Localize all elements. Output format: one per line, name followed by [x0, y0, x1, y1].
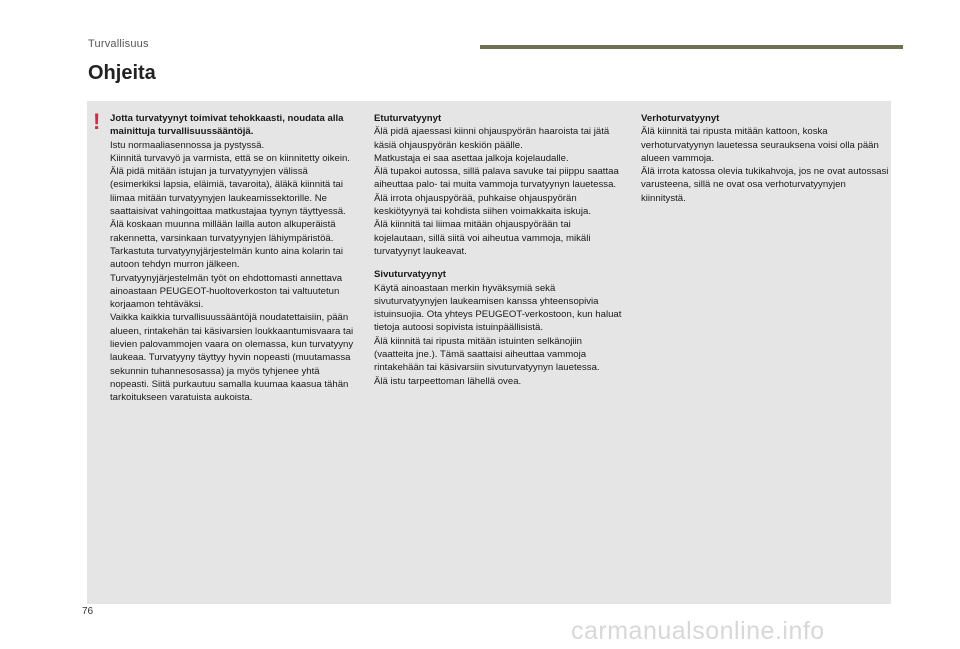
side-paragraph: Älä kiinnitä tai ripusta mitään istuinten selkänojiin (vaatteita jne.). Tämä saattaisi aiheuttaa vammoja rintakehään tai käsivarsiin sivuturvatyynyn lauetessa. — [374, 335, 600, 374]
page-number: 76 — [82, 606, 94, 617]
warning-paragraph: Turvatyynyjärjestelmän työt on ehdottomasti annettava ainoastaan PEUGEOT-huoltoverkoston tai valtuutetun korjaamon tehtäväksi. — [110, 272, 343, 311]
side-paragraph: Käytä ainoastaan merkin hyväksymiä sekä sivuturvatyynyjen laukeamisen kanssa yhteensopivia istuinsuojia. Ota yhteys PEUGEOT-verkostoon, kun haluat tietoja autoosi sopivista istuinpäällisistä. — [374, 282, 622, 334]
curtain-paragraph: Älä irrota katossa olevia tukikahvoja, jos ne ovat autossasi varusteena, sillä ne ovat osa verhoturvatyynyjen kiinnitystä. — [641, 166, 889, 204]
front-airbags-heading: Etuturvatyynyt — [374, 113, 442, 124]
warning-paragraph: Vaikka kaikkia turvallisuussääntöjä noudatettaisiin, pään alueen, rintakehän tai käsivarsien loukkaantumisvaara tai lievien palovammojen vaara on olemassa, kun turvatyyny laukeaa. Turvatyyny täyttyy hyvin nopeasti (muutamassa sekunnin tuhannesosassa) ja myös tyhjenee yhtä nopeasti. Siitä purkautuu samalla kuumaa kaasua tähän tarkoitukseen varatuista aukoista. — [110, 312, 354, 404]
warning-column — [110, 112, 360, 405]
front-paragraph: Matkustaja ei saa asettaa jalkoja kojelaudalle. — [374, 152, 569, 164]
curtain-column — [641, 112, 891, 205]
curtain-airbags-heading: Verhoturvatyynyt — [641, 113, 720, 124]
warning-lead: Jotta turvatyynyt toimivat tehokkaasti, noudata alla mainittuja turvallisuussääntöjä. — [110, 113, 344, 138]
watermark: carmanualsonline.info — [571, 617, 825, 645]
warning-paragraph: Tarkastuta turvatyynyjärjestelmän kunto aina kolarin tai autoon tehdyn murron jälkeen. — [110, 245, 344, 271]
warning-paragraph: Älä koskaan muunna millään lailla auton alkuperäistä rakennetta, varsinkaan turvatyynyjen lähiympäristöä. — [110, 219, 336, 244]
section-label: Turvallisuus — [88, 38, 149, 50]
front-paragraph: Älä tupakoi autossa, sillä palava savuke tai piippu saattaa aiheuttaa palo- tai muita vammoja turvatyynyn lauetessa. — [374, 166, 619, 191]
front-side-column — [374, 112, 624, 388]
curtain-paragraph: Älä kiinnitä tai ripusta mitään kattoon, koska verhoturvatyynyn lauetessa seurauksena voisi olla pään alueen vammoja. — [641, 126, 879, 164]
front-paragraph: Älä pidä ajaessasi kiinni ohjauspyörän haaroista tai jätä käsiä ohjauspyörän keskiön päälle. — [374, 126, 610, 151]
front-paragraph: Älä irrota ohjauspyörää, puhkaise ohjauspyörän keskiötyynyä tai kohdista siihen voimakkaita iskuja. — [374, 192, 592, 218]
side-paragraph: Älä istu tarpeettoman lähellä ovea. — [374, 375, 522, 387]
section-spacer — [374, 258, 624, 268]
page-title: Ohjeita — [88, 62, 156, 84]
side-airbags-heading: Sivuturvatyynyt — [374, 269, 446, 281]
front-paragraph: Älä kiinnitä tai liimaa mitään ohjauspyörään tai kojelautaan, sillä siitä voi aiheutua vammoja, mikäli turvatyynyt laukeavat. — [374, 219, 591, 257]
warning-paragraph: Älä pidä mitään istujan ja turvatyynyjen välissä (esimerkiksi lapsia, eläimiä, tavaroita), äläkä kiinnitä tai liimaa mitään turvatyynyjen laukeamissektorille. Ne saattaisivat vahingoittaa matkustajaa tyynyn täyttyessä. — [110, 166, 346, 218]
warning-paragraph: Istu normaaliasennossa ja pystyssä. — [110, 139, 265, 151]
warning-paragraph: Kiinnitä turvavyö ja varmista, että se on kiinnitetty oikein. — [110, 152, 350, 164]
exclamation-warning-icon: ! — [93, 109, 101, 134]
header-rule — [480, 45, 903, 49]
